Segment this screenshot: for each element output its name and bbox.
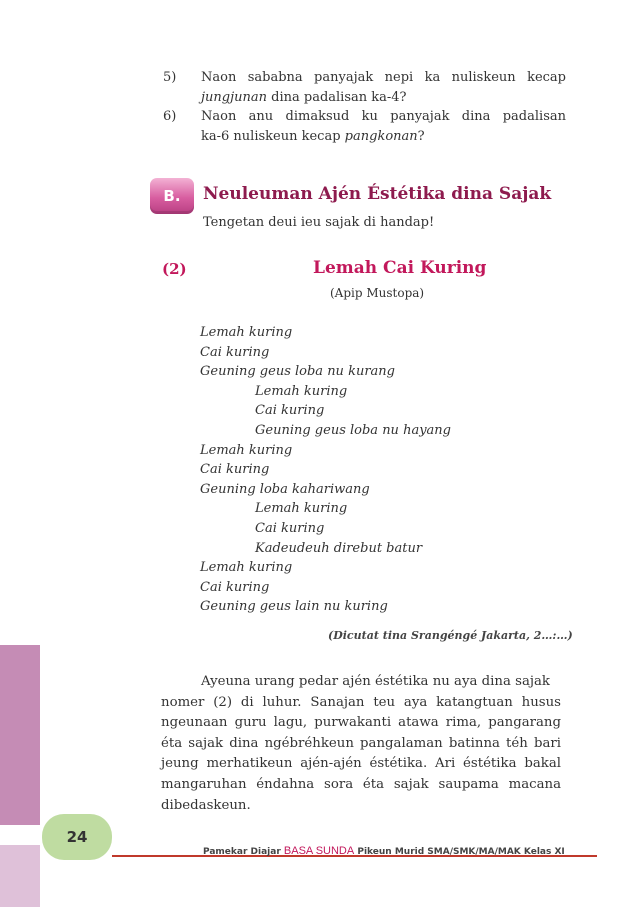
paragraph-first-line: Ayeuna urang pedar ajén éstétika nu aya dina sajak (201, 674, 550, 689)
question-number: 5) (163, 70, 177, 85)
poem-line: Geuning geus loba nu kurang (200, 364, 395, 380)
question-italic-term: jungjunan (201, 90, 267, 105)
poem-source: (Dicutat tina Srangéngé Jakarta, 2…:…) (328, 629, 573, 642)
question-text: Naon sababna panyajak nepi ka nuliskeun kecap (201, 70, 566, 85)
poem-line: Geuning geus lain nu kuring (200, 599, 388, 615)
poem-line: Lemah kuring (200, 560, 293, 576)
body-paragraph (161, 672, 561, 816)
poem-line: Cai kuring (200, 462, 270, 478)
footer-prefix: Pamekar Diajar (203, 847, 284, 857)
question-5 (163, 68, 573, 108)
sidebar-decoration (0, 645, 40, 825)
poem-line: Kadeudeuh direbut batur (255, 540, 423, 556)
question-text-rest: dina padalisan ka-4? (267, 90, 407, 105)
poem-line: Lemah kuring (255, 383, 348, 399)
poem-line: Lemah kuring (200, 442, 293, 458)
poem-line: Cai kuring (255, 403, 325, 419)
poem-line: Geuning loba kahariwang (200, 481, 370, 497)
section-instruction: Tengetan deui ieu sajak di handap! (203, 215, 435, 230)
question-text: Naon anu dimaksud ku panyajak dina padalisan (201, 109, 566, 124)
section-title: Neuleuman Ajén Éstétika dina Sajak (203, 184, 552, 204)
poem-line: Lemah kuring (255, 501, 348, 517)
footer-text (203, 845, 565, 857)
sidebar-decoration-light (0, 845, 40, 907)
question-italic-term: pangkonan (344, 129, 418, 144)
question-number: 6) (163, 109, 177, 124)
poem-line: Cai kuring (255, 520, 325, 536)
poem-line: Cai kuring (200, 579, 270, 595)
question-text-pre: ka-6 nuliskeun kecap (201, 129, 345, 144)
poem-number: (2) (162, 260, 187, 278)
poem-line: Lemah kuring (200, 325, 293, 340)
footer-brand: BASA SUNDA (283, 845, 355, 857)
section-badge: B. (150, 178, 194, 214)
paragraph-text: nomer (2) di luhur. Sanajan teu aya katangtuan husus ngeunaan guru lagu, purwakanti atawa rima, pangarang éta sajak dina ngébréhkeun pangalaman batinna téh bari jeung merhatikeun ajén-ajén éstétika. Ari éstétika bakal mangaruhan éndahna sora éta sajak saupama macana dibedaskeun. (161, 694, 561, 813)
question-text-post: ? (417, 129, 425, 144)
poem-title: Lemah Cai Kuring (313, 258, 487, 278)
poem-line: Cai kuring (200, 344, 270, 360)
page-number: 24 (42, 814, 112, 860)
footer-suffix: Pikeun Murid SMA/SMK/MA/MAK Kelas XI (354, 847, 565, 857)
question-6 (163, 107, 573, 147)
poem-author: (Apip Mustopa) (330, 286, 425, 300)
poem-body (200, 323, 451, 617)
poem-line: Geuning geus loba nu hayang (255, 422, 451, 438)
